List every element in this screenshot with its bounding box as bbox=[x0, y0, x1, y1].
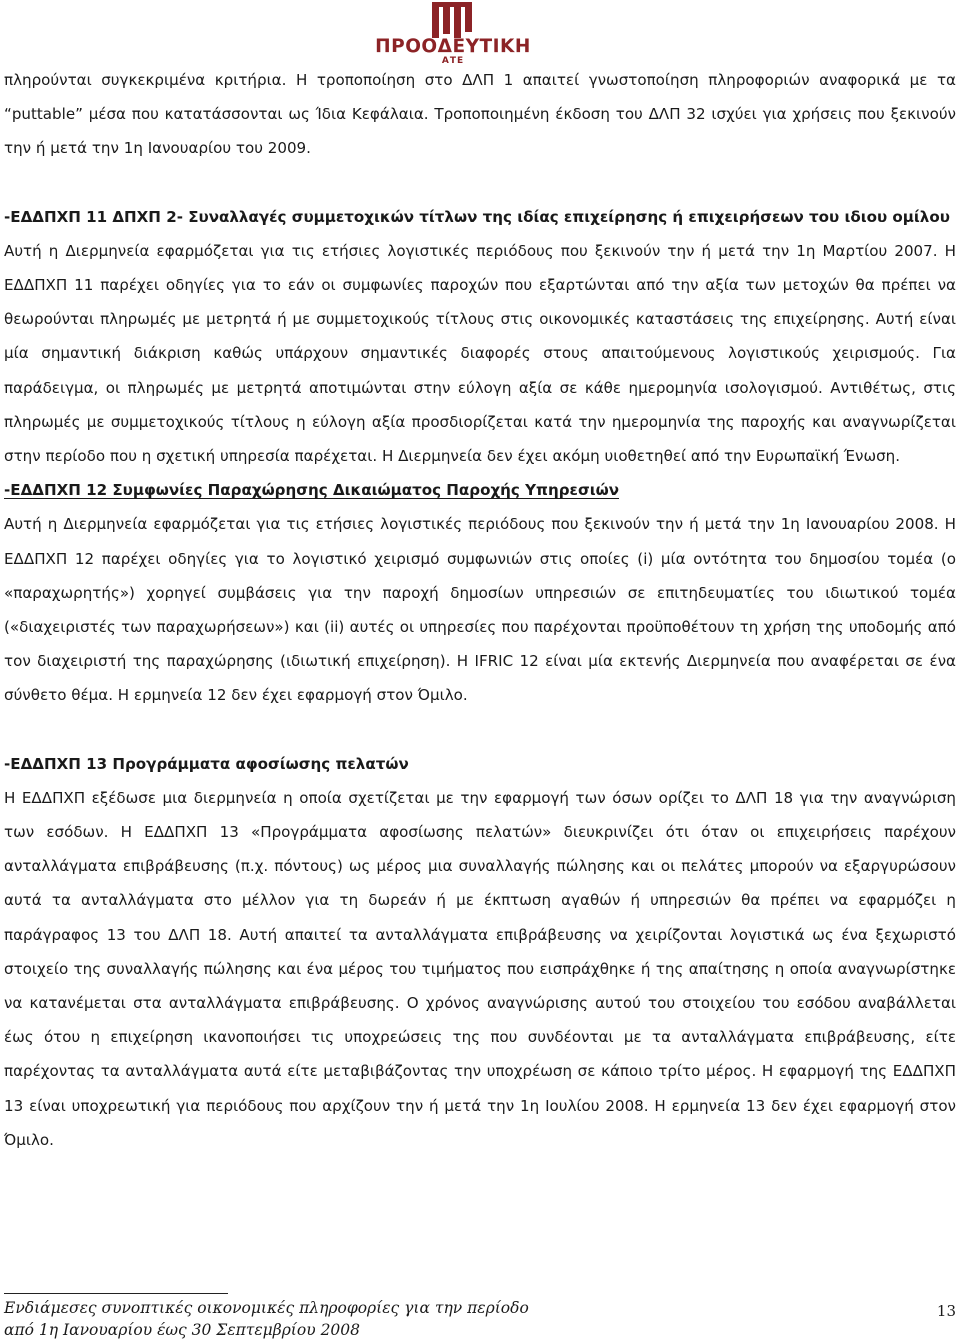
footer-line-2: από 1η Ιανουαρίου έως 30 Σεπτεμβρίου 2008 bbox=[4, 1321, 361, 1339]
paragraph-edpxp-13: Η ΕΔΔΠΧΠ εξέδωσε μια διερμηνεία η οποία σχετίζεται με την εφαρμογή των όσων ορίζει το ΔΛΠ 18 για την αναγνώριση των εσόδων. Η ΕΔΔΠΧΠ 13 «Προγράμματα αφοσίωσης πελατών» διευκρινίζει ότι όταν οι επιχειρήσεις παρέχουν ανταλλάγματα επιβράβευσης (π.χ. πόντους) ως μέρος μια συναλλαγής πώλησης και οι πελάτες μπορούν να εξαργυρώσουν αυτά τα ανταλλάγματα στο μέλλον για τη δωρεάν ή με έκπτωση αγαθών ή υπηρεσιών θα πρέπει να εφαρμόζει η παράγραφος 13 του ΔΛΠ 18. Αυτή απαιτεί τα ανταλλάγματα επιβράβευσης να χειρίζονται λογιστικά ως ένα ξεχωριστό στοιχείο της συναλλαγής πώλησης και ένα μέρος του τιμήματος που εισπράχθηκε ή της απαίτησης η οποία αναγνωρίστηκε να κατανέμεται στα ανταλλάγματα επιβράβευσης. Ο χρόνος αναγνώρισης αυτού του στοιχείου του εσόδου αναβάλλεται έως ότου η επιχείρηση ικανοποιήσει τις υποχρεώσεις της που συνδέονται με τα ανταλλάγματα επιβράβευσης, είτε παρέχοντας τα ανταλλάγματα αυτά είτε μεταβιβάζοντας την υποχρέωση σε κάποιο τρίτο μέρος. Η εφαρμογή της ΕΔΔΠΧΠ 13 είναι υποχρεωτική για περιόδους που αρχίζουν την ή μετά την 1η Ιουλίου 2008. Η ερμηνεία 13 δεν έχει εφαρμογή στον Όμιλο. bbox=[4, 788, 956, 1149]
page-footer bbox=[4, 1297, 956, 1341]
footer-line-1: Ενδιάμεσες συνοπτικές οικονομικές πληροφορίες για την περίοδο bbox=[4, 1299, 529, 1317]
company-logo bbox=[346, 2, 560, 66]
logo-subtitle: ΑΤΕ bbox=[441, 56, 465, 66]
footer-caption bbox=[4, 1297, 529, 1341]
paragraph-intro: πληρούνται συγκεκριμένα κριτήρια. Η τροποποίηση στο ΔΛΠ 1 απαιτεί γνωστοποίηση πληροφοριών αναφορικά με τα “puttable” μέσα που κατατάσσονται ως Ίδια Κεφάλαια. Τροποποιημένη έκδοση του ΔΛΠ 32 ισχύει για χρήσεις που ξεκινούν την ή μετά την 1η Ιανουαρίου του 2009. bbox=[4, 71, 956, 158]
logo-name: ΠΡΟΟΔΕΥΤΙΚΗ bbox=[375, 36, 531, 57]
heading-edpxp-13: -ΕΔΔΠΧΠ 13 Προγράμματα αφοσίωσης πελατών bbox=[4, 754, 409, 773]
footer-divider bbox=[4, 1293, 228, 1294]
paragraph-edpxp-12: Αυτή η Διερμηνεία εφαρμόζεται για τις ετήσιες λογιστικές περιόδους που ξεκινούν την ή μετά την 1η Ιανουαρίου 2008. Η ΕΔΔΠΧΠ 12 παρέχει οδηγίες για το λογιστικό χειρισμό συμφωνιών στις οποίες (i) μία οντότητα του δημοσίου τομέα (ο «παραχωρητής») χορηγεί συμβάσεις για την παροχή δημοσίων υπηρεσιών σε επιτηδευματίες του ιδιωτικού τομέα («διαχειριστές των παραχωρήσεων») και (ii) αυτές οι υπηρεσίες που παρέχονται προϋποθέτουν τη χρήση της υποδομής από τον διαχειριστή της παραχώρησης (ιδιωτική επιχείρηση). Η IFRIC 12 είναι μία εκτενής Διερμηνεία που αναφέρεται σε ένα σύνθετο θέμα. Η ερμηνεία 12 δεν έχει εφαρμογή στον Όμιλο. bbox=[4, 515, 956, 705]
heading-edpxp-12: -ΕΔΔΠΧΠ 12 Συμφωνίες Παραχώρησης Δικαιώματος Παροχής Υπηρεσιών bbox=[4, 481, 619, 500]
logo-mark-icon bbox=[432, 2, 472, 38]
heading-edpxp-11: -ΕΔΔΠΧΠ 11 ΔΠΧΠ 2- Συναλλαγές συμμετοχικών τίτλων της ιδίας επιχείρησης ή επιχειρήσεων του ιδιου ομίλου bbox=[4, 207, 950, 226]
page-number: 13 bbox=[936, 1302, 956, 1320]
paragraph-edpxp-11: Αυτή η Διερμηνεία εφαρμόζεται για τις ετήσιες λογιστικές περιόδους που ξεκινούν την ή μετά την 1η Μαρτίου 2007. Η ΕΔΔΠΧΠ 11 παρέχει οδηγίες για το εάν οι συμφωνίες παροχών που εξαρτώνται από την αξία των μετοχών θα πρέπει να θεωρούνται πληρωμές με μετρητά ή με συμμετοχικούς τίτλους στις οικονομικές καταστάσεις της επιχείρησης. Αυτή είναι μία σημαντική διάκριση καθώς υπάρχουν σημαντικές διαφορές στους απαιτούμενους λογιστικούς χειρισμούς. Για παράδειγμα, οι πληρωμές με μετρητά αποτιμώνται στην εύλογη αξία σε κάθε ημερομηνία ισολογισμού. Αντιθέτως, στις πληρωμές με συμμετοχικούς τίτλους η εύλογη αξία προσδιορίζεται κατά την ημερομηνία της παροχής και αναγνωρίζεται στην περίοδο που η σχετική υπηρεσία παρέχεται. Η Διερμηνεία δεν έχει ακόμη υιοθετηθεί από την Ευρωπαϊκή Ένωση. bbox=[4, 241, 956, 466]
document-body bbox=[4, 63, 956, 1157]
